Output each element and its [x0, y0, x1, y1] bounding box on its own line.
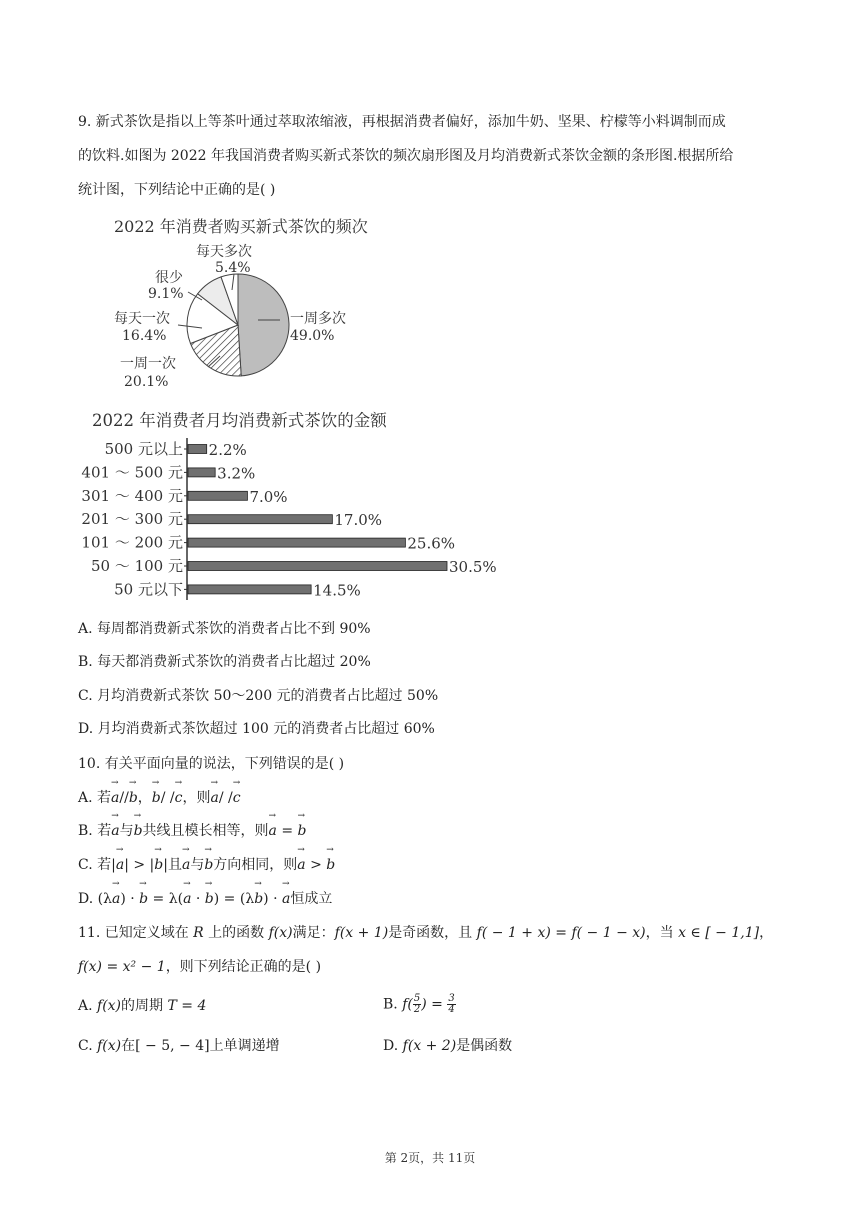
bar-value-label: 30.5% [449, 558, 497, 576]
bar-category-label: 101 ～ 200 元 [81, 533, 183, 552]
bar-value-label: 2.2% [208, 441, 247, 459]
vec-a: → a [182, 855, 190, 875]
page-footer: 第 2页，共 11页 [384, 1151, 476, 1165]
vec-b: → b [129, 788, 138, 808]
monthly-spend-bar-chart [78, 404, 518, 602]
bar [188, 491, 247, 500]
bar-value-label: 7.0% [249, 487, 288, 506]
vec-b: → b [298, 821, 307, 841]
vec-b: → b [152, 788, 161, 808]
q11-stem-line2: f(x) = x² − 1，则下列结论正确的是( ) [78, 959, 322, 975]
vec-c: → c [175, 788, 183, 808]
bar-category-label: 50 ～ 100 元 [90, 557, 183, 575]
pie-slice-label: 每天一次 [114, 311, 170, 327]
pie-slice-value: 20.1% [124, 374, 169, 390]
q9-stem-line2: 的饮料.如图为 2022 年我国消费者购买新式茶饮的频次扇形图及月均消费新式茶饮金额的条形图.根据所给 [78, 148, 734, 164]
q9-option-a: A. 每周都消费新式茶饮的消费者占比不到 90% [78, 621, 371, 637]
q10-option-a: A. 若→ a//→ b，→ b/ /→ c，则→ a/ /→ c [78, 788, 241, 808]
q11-stem-line1: 11. 已知定义域在 R 上的函数 f(x)满足：f(x + 1)是奇函数，且 f( − 1 + x) = f( − 1 − x)，当 x ∈ [ − 1,1]， [78, 925, 774, 941]
pie-slice-label: 每天多次 [196, 244, 252, 260]
bar-value-label: 25.6% [407, 534, 456, 553]
pie-slice-value: 49.0% [290, 328, 335, 344]
vec-a: → a [210, 788, 218, 808]
pie-slice-value: 9.1% [148, 286, 184, 302]
q9-option-d: D. 月均消费新式茶饮超过 100 元的消费者占比超过 60% [78, 721, 435, 737]
q10-option-b: B. 若→ a与→ b共线且模长相等，则→ a = → b [78, 821, 307, 841]
bar [188, 538, 405, 547]
bar [188, 562, 447, 571]
vec-b: → b [205, 889, 214, 909]
q11-option-c: C. f(x)在[ − 5, − 4]上单调递增 [78, 1038, 280, 1054]
pie-slice-label: 一周多次 [290, 311, 346, 327]
q11-option-a: A. f(x)的周期 T = 4 [78, 998, 207, 1014]
bar-category-label: 401 ～ 500 元 [81, 463, 183, 482]
q11-option-b: B. f( $\frac{5}{2}$ ) = $\frac{3}{4}$ [383, 993, 455, 1015]
vec-a: → a [112, 889, 120, 909]
bar-value-label: 3.2% [217, 464, 256, 483]
frequency-pie-chart [100, 210, 400, 395]
vec-b: → b [139, 889, 148, 909]
vec-b: → b [254, 889, 263, 909]
bar-value-label: 17.0% [334, 511, 383, 530]
vec-a: → a [183, 889, 191, 909]
pie-slice-value: 16.4% [122, 328, 167, 344]
q10-option-c: C. 若|→ a| > |→ b|且→ a与→ b方向相同，则→ a > → b [78, 855, 335, 875]
bar [188, 585, 311, 594]
vec-b: → b [154, 855, 163, 875]
fraction-5-2: $\frac{5}{2}$ [413, 993, 421, 1015]
vec-a: → a [116, 855, 124, 875]
vec-a: → a [297, 855, 305, 875]
q9-stem-line3: 统计图，下列结论中正确的是( ) [78, 182, 276, 198]
vec-a: → a [111, 788, 119, 808]
bar-category-label: 500 元以上 [104, 440, 183, 458]
q11-option-d: D. f(x + 2)是偶函数 [383, 1038, 513, 1054]
pie-slice-value: 5.4% [215, 260, 251, 276]
bar [188, 445, 207, 454]
vec-a: → a [269, 821, 277, 841]
q9-option-b: B. 每天都消费新式茶饮的消费者占比超过 20% [78, 654, 371, 670]
vec-b: → b [134, 821, 143, 841]
pie-slice [238, 274, 289, 376]
vec-b: → b [204, 855, 213, 875]
bar-category-label: 301 ～ 400 元 [81, 486, 183, 505]
bar-category-label: 50 元以下 [114, 580, 183, 599]
bar-value-label: 14.5% [313, 581, 361, 600]
vec-a: → a [111, 821, 119, 841]
q10-option-d: D. (λ→ a) · → b = λ(→ a · → b) = (λ→ b) · → a恒成立 [78, 889, 332, 909]
pie-chart-title: 2022 年消费者购买新式茶饮的频次 [114, 217, 368, 236]
fraction-3-4: $\frac{3}{4}$ [448, 993, 455, 1015]
bar [188, 468, 215, 477]
bar [188, 515, 332, 524]
vec-b: → b [326, 855, 335, 875]
vec-c: → c [233, 788, 241, 808]
bar-chart-title: 2022 年消费者月均消费新式茶饮的金额 [92, 411, 387, 430]
bar-category-label: 201 ～ 300 元 [81, 510, 183, 529]
q10-stem: 10. 有关平面向量的说法，下列错误的是( ) [78, 756, 345, 772]
q9-option-c: C. 月均消费新式茶饮 50～200 元的消费者占比超过 50% [78, 688, 439, 704]
pie-slice-label: 一周一次 [120, 356, 176, 372]
q9-stem-line1: 9. 新式茶饮是指以上等茶叶通过萃取浓缩液，再根据消费者偏好，添加牛奶、坚果、柠檬等小料调制而成 [78, 114, 726, 130]
pie-slice-label: 很少 [155, 270, 183, 286]
vec-a: → a [282, 889, 290, 909]
